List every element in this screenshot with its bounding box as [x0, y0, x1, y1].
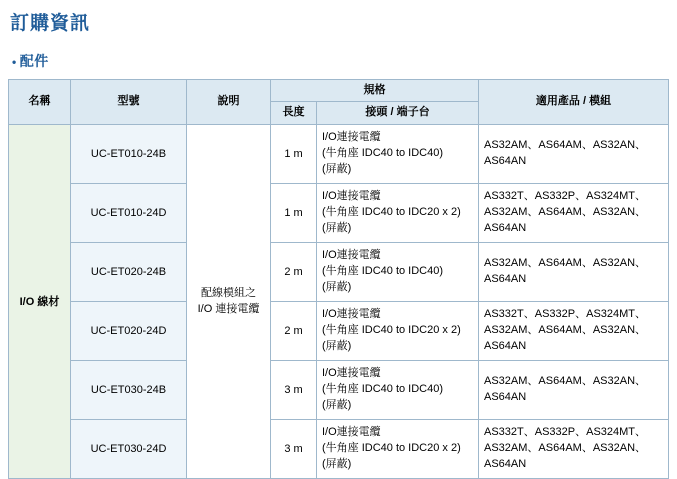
cell-applicable-line2: AS32AM、AS64AM、AS32AN、 — [484, 441, 647, 454]
cell-applicable-line2: AS64AN — [484, 154, 527, 167]
cell-connector-line1: I/O連接電纜 — [322, 189, 381, 202]
cell-group-description-line1: 配線模組之 — [201, 286, 256, 299]
cell-applicable — [479, 242, 669, 301]
cell-model: UC-ET010-24D — [71, 183, 187, 242]
cell-applicable — [479, 124, 669, 183]
table-row — [9, 301, 669, 360]
cell-connector-line3: (屏蔽) — [322, 339, 352, 352]
cell-applicable — [479, 360, 669, 419]
table-row — [9, 360, 669, 419]
cell-applicable-line3: AS64AN — [484, 457, 527, 470]
cell-length: 2 m — [271, 242, 317, 301]
cell-connector-line3: (屏蔽) — [322, 221, 352, 234]
cell-group-name: I/O 線材 — [9, 124, 71, 478]
cell-applicable-line2: AS32AM、AS64AM、AS32AN、 — [484, 323, 647, 336]
cell-connector-line1: I/O連接電纜 — [322, 366, 381, 379]
accessories-table — [8, 79, 669, 479]
column-header-applicable: 適用產品 / 模組 — [479, 80, 669, 125]
cell-connector-line2: (牛角座 IDC40 to IDC40) — [322, 264, 444, 277]
cell-connector-line3: (屏蔽) — [322, 457, 352, 470]
table-body — [9, 124, 669, 478]
cell-connector — [317, 183, 479, 242]
cell-connector-line1: I/O連接電纜 — [322, 248, 381, 261]
cell-connector — [317, 419, 479, 478]
table-row — [9, 183, 669, 242]
cell-applicable-line1: AS332T、AS332P、AS324MT、 — [484, 425, 647, 438]
cell-applicable-line2: AS32AM、AS64AM、AS32AN、 — [484, 205, 647, 218]
bullet-icon: • — [12, 55, 17, 69]
cell-connector — [317, 301, 479, 360]
cell-connector-line1: I/O連接電纜 — [322, 130, 381, 143]
cell-applicable-line3: AS64AN — [484, 221, 527, 234]
cell-group-description — [187, 124, 271, 478]
cell-model: UC-ET030-24D — [71, 419, 187, 478]
cell-group-description-line2: I/O 連接電纜 — [197, 303, 260, 316]
cell-connector-line2: (牛角座 IDC40 to IDC20 x 2) — [322, 441, 461, 454]
column-header-connector: 接頭 / 端子台 — [317, 102, 479, 124]
cell-applicable-line1: AS32AM、AS64AM、AS32AN、 — [484, 138, 647, 151]
cell-connector-line2: (牛角座 IDC40 to IDC40) — [322, 382, 444, 395]
cell-connector — [317, 360, 479, 419]
cell-length: 3 m — [271, 360, 317, 419]
cell-length: 1 m — [271, 124, 317, 183]
table-row — [9, 242, 669, 301]
cell-applicable-line1: AS32AM、AS64AM、AS32AN、 — [484, 374, 647, 387]
cell-applicable — [479, 419, 669, 478]
cell-applicable-line3: AS64AN — [484, 339, 527, 352]
cell-applicable — [479, 183, 669, 242]
cell-applicable — [479, 301, 669, 360]
column-header-name: 名稱 — [9, 80, 71, 125]
cell-connector-line3: (屏蔽) — [322, 398, 352, 411]
cell-model: UC-ET010-24B — [71, 124, 187, 183]
cell-connector-line2: (牛角座 IDC40 to IDC20 x 2) — [322, 205, 461, 218]
cell-applicable-line1: AS332T、AS332P、AS324MT、 — [484, 307, 647, 320]
cell-applicable-line2: AS64AN — [484, 390, 527, 403]
cell-model: UC-ET020-24B — [71, 242, 187, 301]
cell-connector — [317, 242, 479, 301]
section-heading — [12, 51, 677, 71]
cell-length: 2 m — [271, 301, 317, 360]
cell-model: UC-ET020-24D — [71, 301, 187, 360]
column-header-length: 長度 — [271, 102, 317, 124]
cell-length: 3 m — [271, 419, 317, 478]
cell-connector-line3: (屏蔽) — [322, 162, 352, 175]
cell-connector-line2: (牛角座 IDC40 to IDC20 x 2) — [322, 323, 461, 336]
table-row — [9, 419, 669, 478]
column-header-model: 型號 — [71, 80, 187, 125]
page-title: 訂購資訊 — [10, 13, 91, 34]
cell-connector-line3: (屏蔽) — [322, 280, 352, 293]
cell-model: UC-ET030-24B — [71, 360, 187, 419]
cell-connector — [317, 124, 479, 183]
column-header-spec-group: 規格 — [271, 80, 479, 102]
section-heading-label: 配件 — [19, 53, 49, 69]
cell-connector-line1: I/O連接電纜 — [322, 425, 381, 438]
table-row — [9, 124, 669, 183]
cell-connector-line2: (牛角座 IDC40 to IDC40) — [322, 146, 444, 159]
column-header-description: 說明 — [187, 80, 271, 125]
cell-applicable-line1: AS32AM、AS64AM、AS32AN、 — [484, 256, 647, 269]
table-header — [9, 80, 669, 125]
cell-length: 1 m — [271, 183, 317, 242]
cell-applicable-line1: AS332T、AS332P、AS324MT、 — [484, 189, 647, 202]
cell-applicable-line2: AS64AN — [484, 272, 527, 285]
cell-connector-line1: I/O連接電纜 — [322, 307, 381, 320]
table-header-row-1 — [9, 80, 669, 102]
